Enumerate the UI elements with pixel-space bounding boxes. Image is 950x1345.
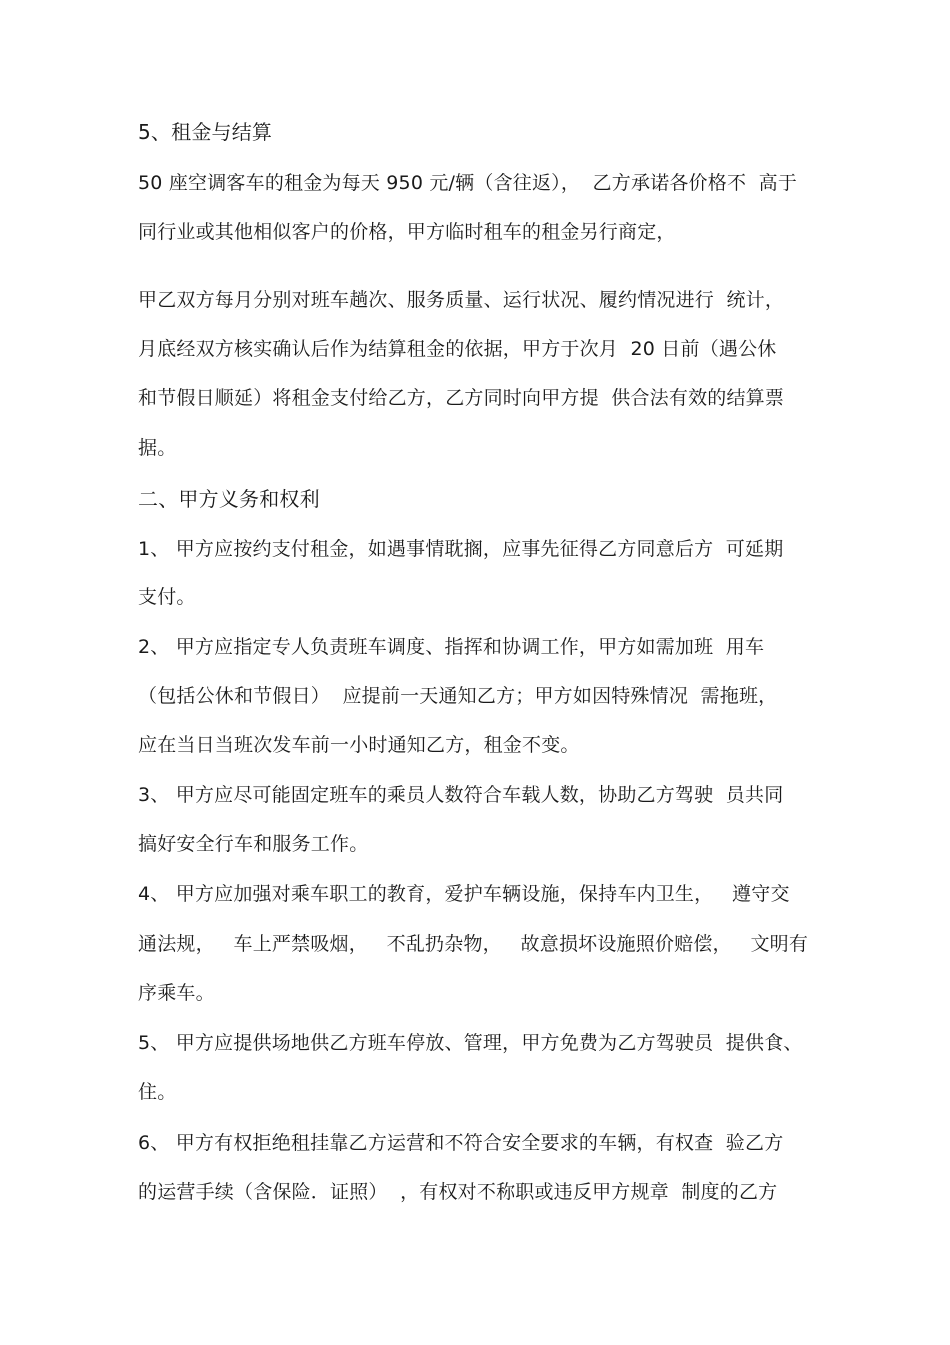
text-line: 6、 甲方有权拒绝租挂靠乙方运营和不符合安全要求的车辆，有权查 验乙方 [138, 1132, 784, 1154]
text-line: 的运营手续（含保险．证照） ，有权对不称职或违反甲方规章 制度的乙方 [138, 1181, 778, 1203]
text-line: 50 座空调客车的租金为每天 950 元/辆（含往返）， 乙方承诺各价格不 高于 [138, 172, 798, 194]
text-line: （包括公休和节假日） 应提前一天通知乙方；甲方如因特殊情况 需拖班， [138, 685, 778, 707]
text-line: 4、 甲方应加强对乘车职工的教育，爱护车辆设施，保持车内卫生， 遵守交 [138, 883, 790, 905]
text-line: 通法规， 车上严禁吸烟， 不乱扔杂物， 故意损坏设施照价赔偿， 文明有 [138, 933, 809, 955]
text-line: 3、 甲方应尽可能固定班车的乘员人数符合车载人数，协助乙方驾驶 员共同 [138, 784, 784, 806]
text-line: 同行业或其他相似客户的价格，甲方临时租车的租金另行商定， [138, 221, 676, 243]
section-heading-party-a-obligations: 二、甲方义务和权利 [138, 487, 320, 511]
text-line: 甲乙双方每月分别对班车趟次、服务质量、运行状况、履约情况进行 统计， [138, 289, 785, 311]
text-line: 据。 [138, 437, 177, 459]
text-line: 2、 甲方应指定专人负责班车调度、指挥和协调工作，甲方如需加班 用车 [138, 636, 765, 658]
text-line: 和节假日顺延）将租金支付给乙方，乙方同时向甲方提 供合法有效的结算票 [138, 387, 785, 409]
text-line: 序乘车。 [138, 982, 215, 1004]
text-line: 住。 [138, 1081, 177, 1103]
text-line: 5、 甲方应提供场地供乙方班车停放、管理，甲方免费为乙方驾驶员 提供食、 [138, 1032, 803, 1054]
text-line: 应在当日当班次发车前一小时通知乙方，租金不变。 [138, 734, 580, 756]
section-heading-rent-settlement: 5、租金与结算 [138, 120, 273, 144]
text-line: 1、 甲方应按约支付租金，如遇事情耽搁，应事先征得乙方同意后方 可延期 [138, 538, 784, 560]
text-line: 支付。 [138, 586, 196, 608]
text-line: 月底经双方核实确认后作为结算租金的依据，甲方于次月 20 日前（遇公休 [138, 338, 777, 360]
text-line: 搞好安全行车和服务工作。 [138, 833, 369, 855]
